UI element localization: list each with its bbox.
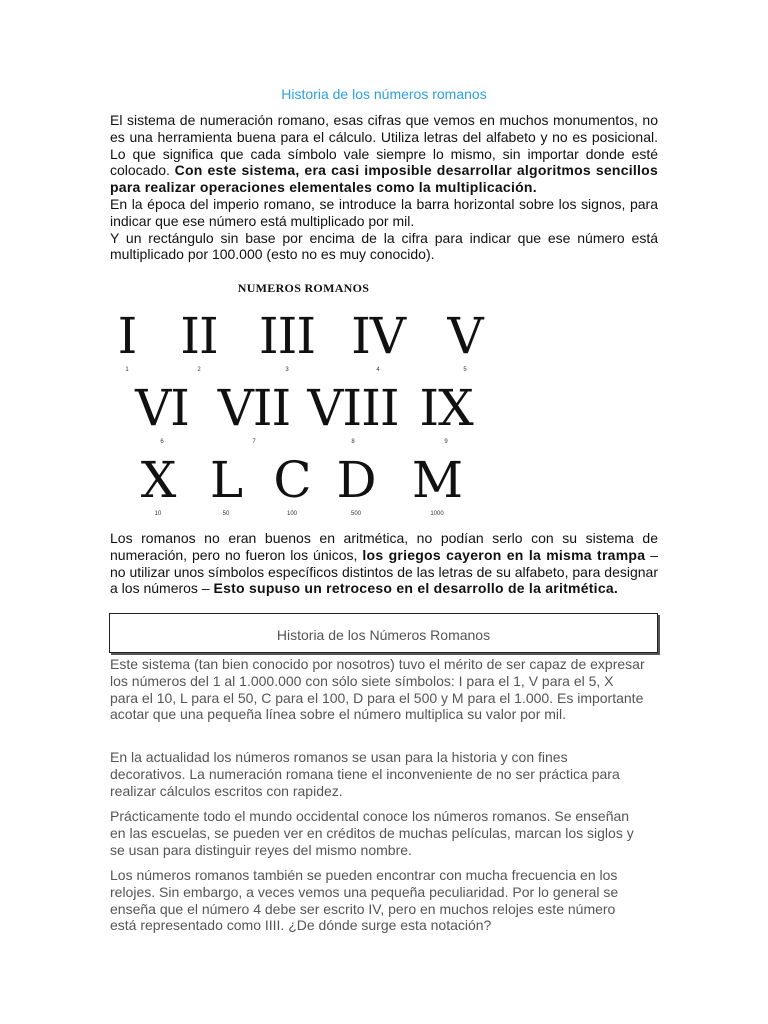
- numeral-value: 10: [154, 511, 162, 517]
- numeral-value: 500: [350, 511, 361, 517]
- gray-paragraph-1: [110, 656, 645, 723]
- boxed-heading-text: Historia de los Números Romanos: [276, 627, 491, 643]
- numeral-D: D: [336, 451, 376, 509]
- gray-text: Este sistema (tan bien conocido por nosotros) tuvo el mérito de ser capaz de expresar los números del 1 al 1.000.000 con sólo siete símbolos: I para el 1, V para el 5, X para el 10, L para el 50, C para el 100, D para el 500 y M para el 1.000. Es importante acotar que una pequeña línea sobre el número multiplica su valor por mil.: [110, 656, 645, 723]
- numeral-III: III: [258, 307, 316, 365]
- roman-numerals-figure: [112, 277, 495, 525]
- gray-text: En la actualidad los números romanos se usan para la historia y con fines decorativos. La numeración romana tiene el inconveniente de no ser práctica para realizar cálculos escritos con rapidez.: [110, 749, 620, 799]
- numeral-value: 3: [285, 367, 289, 373]
- numeral-value: 1: [125, 367, 129, 373]
- intro-paragraph-3: Y un rectángulo sin base por encima de la cifra para indicar que ese número está multiplicado por 100.000 (esto no es muy conocido).: [110, 229, 658, 263]
- numeral-X: X: [140, 451, 176, 509]
- numeral-VI: VI: [135, 379, 189, 437]
- intro-bold-text: Con este sistema, era casi imposible desarrollar algoritmos sencillos para realizar operaciones elementales como la multiplicación.: [110, 162, 659, 196]
- numeral-value: 4: [376, 367, 380, 373]
- numeral-I: I: [117, 307, 137, 365]
- intro-text: El sistema de numeración romano, esas cifras que vemos en muchos monumentos, no es una herramienta buena para el cálculo. Utiliza letras del alfabeto y no es posicional. Lo que significa que cada símbolo vale siempre lo mismo, sin importar donde esté colocado.: [110, 112, 658, 179]
- numeral-value: 8: [351, 439, 355, 445]
- gray-text: Los números romanos también se pueden encontrar con mucha frecuencia en los relojes. Sin embargo, a veces vemos una pequeña peculiaridad. Por lo general se enseña que el número 4 debe ser escrito IV, pero en muchos relojes este número está representado como IIII. ¿De dónde surge esta notación?: [110, 867, 619, 934]
- griegos-text-a: Los romanos no eran buenos en aritmética, no podían serlo con su sistema de numeración, pero no fueron los únicos,: [110, 530, 658, 563]
- griegos-text-c: – no utilizar unos símbolos específicos distintos de las letras de su alfabeto, para designar a los números –: [110, 546, 658, 597]
- intro-paragraph-1: [110, 112, 658, 196]
- numeral-C: C: [273, 451, 311, 509]
- griegos-section: [110, 530, 658, 597]
- numeral-value: 1000: [430, 511, 444, 517]
- griegos-paragraph: [110, 530, 658, 597]
- gray-text: Prácticamente todo el mundo occidental conoce los números romanos. Se enseñan en las escuelas, se pueden ver en créditos de muchas películas, marcan los siglos y se usan para distinguir reyes del mismo nombre.: [110, 808, 634, 858]
- intro-section: [110, 112, 658, 263]
- griegos-bold-b: los griegos cayeron en la misma trampa: [362, 546, 646, 563]
- figure-title: NUMEROS ROMANOS: [237, 281, 370, 295]
- intro-paragraph-2: En la época del imperio romano, se introduce la barra horizontal sobre los signos, para indicar que ese número está multiplicado por mil.: [110, 195, 658, 229]
- gray-paragraph-4: [110, 867, 645, 934]
- numeral-value: 5: [463, 367, 467, 373]
- numeral-value: 2: [197, 367, 201, 373]
- numeral-II: II: [180, 307, 218, 365]
- numeral-L: L: [209, 451, 243, 509]
- numeral-value: 7: [252, 439, 256, 445]
- numeral-IV: IV: [351, 307, 405, 365]
- numeral-M: M: [411, 451, 463, 509]
- gray-paragraph-2: [110, 749, 645, 799]
- griegos-bold-d: Esto supuso un retroceso en el desarrollo de la aritmética.: [213, 580, 619, 597]
- numeral-VII: VII: [217, 379, 291, 437]
- boxed-heading: [109, 613, 658, 653]
- document-title: Historia de los números romanos: [281, 86, 487, 102]
- numeral-value: 100: [286, 511, 297, 517]
- numeral-value: 6: [160, 439, 164, 445]
- numeral-value: 50: [222, 511, 230, 517]
- numeral-V: V: [447, 307, 483, 365]
- numeral-value: 9: [444, 439, 448, 445]
- gray-paragraph-3: [110, 808, 645, 858]
- numeral-VIII: VIII: [307, 379, 399, 437]
- numeral-IX: IX: [419, 379, 473, 437]
